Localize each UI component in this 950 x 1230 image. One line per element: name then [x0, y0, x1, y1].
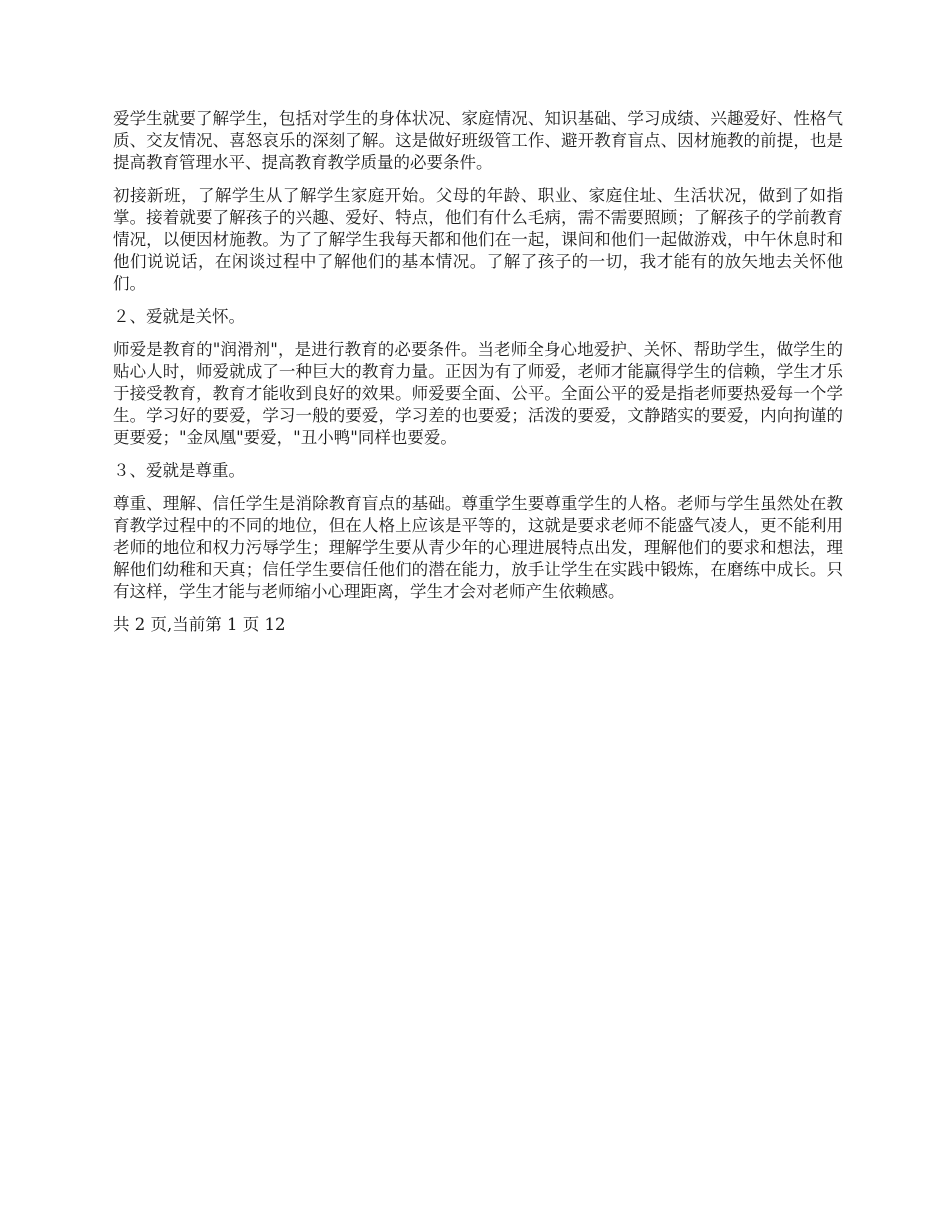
- paragraph-teacher-love: 师爱是教育的"润滑剂"，是进行教育的必要条件。当老师全身心地爱护、关怀、帮助学生，做学生的贴心人时，师爱就成了一种巨大的教育力量。正因为有了师爱，老师才能赢得学生的信赖，学生才乐于接受教育，教育才能收到良好的效果。师爱要全面、公平。全面公平的爱是指老师要热爱每一个学生。学习好的要爱，学习一般的要爱，学习差的也要爱；活泼的要爱，文静踏实的要爱，内向拘谨的更要爱；"金凤凰"要爱，"丑小鸭"同样也要爱。: [113, 340, 843, 447]
- page-footer: 共 2 页,当前第 1 页 12: [113, 615, 286, 634]
- document-page: [113, 108, 843, 636]
- section-heading-respect: ３、爱就是尊重。: [113, 461, 245, 480]
- paragraph-new-class: 初接新班，了解学生从了解学生家庭开始。父母的年龄、职业、家庭住址、生活状况，做到了如指掌。接着就要了解孩子的兴趣、爱好、特点，他们有什么毛病，需不需要照顾；了解孩子的学前教育情况，以便因材施教。为了了解学生我每天都和他们在一起，课间和他们一起做游戏，中午休息时和他们说说话，在闲谈过程中了解他们的基本情况。了解了孩子的一切，我才能有的放矢地去关怀他们。: [113, 186, 843, 293]
- paragraph-understand-students: 爱学生就要了解学生，包括对学生的身体状况、家庭情况、知识基础、学习成绩、兴趣爱好、性格气质、交友情况、喜怒哀乐的深刻了解。这是做好班级管工作、避开教育盲点、因材施教的前提，也是提高教育管理水平、提高教育教学质量的必要条件。: [113, 109, 843, 172]
- paragraph-respect: 尊重、理解、信任学生是消除教育盲点的基础。尊重学生要尊重学生的人格。老师与学生虽然处在教育教学过程中的不同的地位，但在人格上应该是平等的，这就是要求老师不能盛气凌人，更不能利用老师的地位和权力污辱学生；理解学生要从青少年的心理进展特点出发，理解他们的要求和想法，理解他们幼稚和天真；信任学生要信任他们的潜在能力，放手让学生在实践中锻炼，在磨练中成长。只有这样，学生才能与老师缩小心理距离，学生才会对老师产生依赖感。: [113, 494, 843, 601]
- section-heading-care: ２、爱就是关怀。: [113, 307, 245, 326]
